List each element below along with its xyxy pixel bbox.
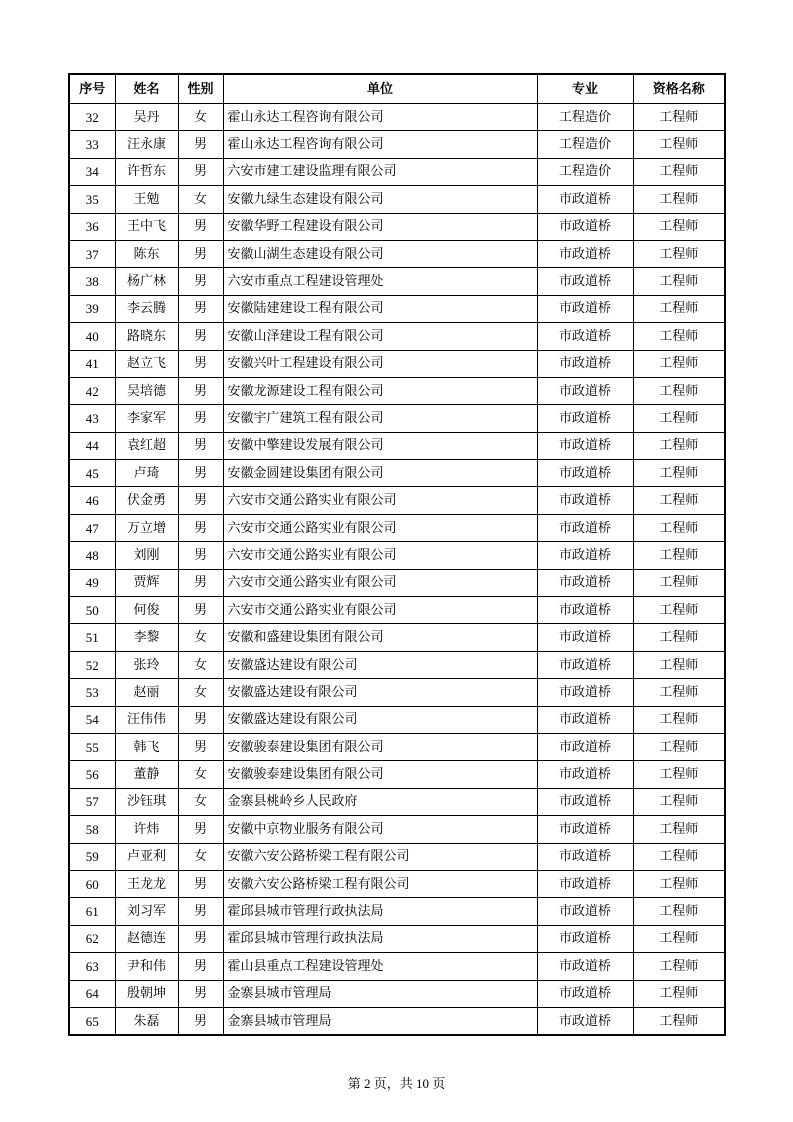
cell-gender: 男	[178, 542, 223, 569]
cell-qualification: 工程师	[633, 679, 725, 706]
cell-gender: 男	[178, 460, 223, 487]
cell-gender: 男	[178, 953, 223, 980]
cell-major: 工程造价	[537, 158, 633, 185]
cell-index: 41	[69, 350, 115, 377]
cell-qualification: 工程师	[633, 733, 725, 760]
table-row	[69, 158, 725, 185]
table-row	[69, 597, 725, 624]
cell-index: 55	[69, 733, 115, 760]
cell-major: 市政道桥	[537, 377, 633, 404]
cell-qualification: 工程师	[633, 213, 725, 240]
cell-unit: 安徽陆建建设工程有限公司	[223, 295, 537, 322]
table-row	[69, 788, 725, 815]
cell-major: 工程造价	[537, 131, 633, 158]
cell-unit: 金寨县城市管理局	[223, 1007, 537, 1035]
cell-qualification: 工程师	[633, 405, 725, 432]
cell-index: 56	[69, 761, 115, 788]
cell-gender: 女	[178, 679, 223, 706]
cell-gender: 男	[178, 569, 223, 596]
cell-unit: 安徽盛达建设有限公司	[223, 679, 537, 706]
table-row	[69, 268, 725, 295]
cell-gender: 男	[178, 323, 223, 350]
cell-name: 卢琦	[115, 460, 178, 487]
cell-name: 王勉	[115, 186, 178, 213]
cell-unit: 安徽中擎建设发展有限公司	[223, 432, 537, 459]
cell-unit: 安徽宇广建筑工程有限公司	[223, 405, 537, 432]
cell-gender: 男	[178, 405, 223, 432]
cell-major: 市政道桥	[537, 898, 633, 925]
cell-index: 59	[69, 843, 115, 870]
cell-major: 市政道桥	[537, 761, 633, 788]
cell-name: 殷朝坤	[115, 980, 178, 1007]
cell-gender: 女	[178, 761, 223, 788]
cell-index: 46	[69, 487, 115, 514]
table-row	[69, 213, 725, 240]
cell-unit: 霍山永达工程咨询有限公司	[223, 131, 537, 158]
cell-major: 市政道桥	[537, 514, 633, 541]
cell-qualification: 工程师	[633, 432, 725, 459]
table-row	[69, 925, 725, 952]
cell-name: 袁红超	[115, 432, 178, 459]
cell-unit: 安徽盛达建设有限公司	[223, 706, 537, 733]
cell-unit: 安徽山泽建设工程有限公司	[223, 323, 537, 350]
cell-unit: 安徽六安公路桥梁工程有限公司	[223, 843, 537, 870]
cell-qualification: 工程师	[633, 158, 725, 185]
cell-gender: 男	[178, 733, 223, 760]
cell-index: 35	[69, 186, 115, 213]
table-row	[69, 460, 725, 487]
cell-major: 市政道桥	[537, 542, 633, 569]
table-row	[69, 651, 725, 678]
cell-index: 43	[69, 405, 115, 432]
table-row	[69, 953, 725, 980]
table-row	[69, 1007, 725, 1035]
header-unit: 单位	[223, 74, 537, 104]
cell-index: 38	[69, 268, 115, 295]
cell-qualification: 工程师	[633, 186, 725, 213]
cell-major: 市政道桥	[537, 186, 633, 213]
cell-major: 市政道桥	[537, 679, 633, 706]
cell-qualification: 工程师	[633, 843, 725, 870]
table-row	[69, 432, 725, 459]
cell-unit: 六安市建工建设监理有限公司	[223, 158, 537, 185]
cell-index: 65	[69, 1007, 115, 1035]
cell-gender: 男	[178, 213, 223, 240]
cell-qualification: 工程师	[633, 569, 725, 596]
cell-index: 32	[69, 104, 115, 131]
header-major: 专业	[537, 74, 633, 104]
table-row	[69, 843, 725, 870]
table-row	[69, 240, 725, 267]
cell-major: 市政道桥	[537, 953, 633, 980]
cell-qualification: 工程师	[633, 624, 725, 651]
cell-qualification: 工程师	[633, 295, 725, 322]
cell-gender: 男	[178, 377, 223, 404]
cell-major: 市政道桥	[537, 980, 633, 1007]
cell-major: 市政道桥	[537, 295, 633, 322]
cell-unit: 安徽六安公路桥梁工程有限公司	[223, 870, 537, 897]
cell-qualification: 工程师	[633, 651, 725, 678]
table-row	[69, 816, 725, 843]
cell-unit: 六安市交通公路实业有限公司	[223, 542, 537, 569]
cell-qualification: 工程师	[633, 377, 725, 404]
table-row	[69, 542, 725, 569]
cell-name: 卢亚利	[115, 843, 178, 870]
cell-index: 52	[69, 651, 115, 678]
cell-index: 62	[69, 925, 115, 952]
cell-major: 市政道桥	[537, 816, 633, 843]
cell-index: 61	[69, 898, 115, 925]
cell-unit: 六安市交通公路实业有限公司	[223, 487, 537, 514]
cell-major: 市政道桥	[537, 597, 633, 624]
cell-name: 万立增	[115, 514, 178, 541]
cell-name: 张玲	[115, 651, 178, 678]
cell-unit: 安徽中京物业服务有限公司	[223, 816, 537, 843]
table-row	[69, 624, 725, 651]
cell-name: 伏金勇	[115, 487, 178, 514]
cell-gender: 女	[178, 651, 223, 678]
table-header-row	[69, 74, 725, 104]
cell-major: 市政道桥	[537, 487, 633, 514]
cell-name: 吴丹	[115, 104, 178, 131]
cell-unit: 安徽华野工程建设有限公司	[223, 213, 537, 240]
cell-index: 57	[69, 788, 115, 815]
table-row	[69, 186, 725, 213]
cell-unit: 安徽兴叶工程建设有限公司	[223, 350, 537, 377]
cell-name: 贾辉	[115, 569, 178, 596]
cell-gender: 女	[178, 843, 223, 870]
cell-major: 市政道桥	[537, 323, 633, 350]
cell-gender: 男	[178, 816, 223, 843]
cell-name: 陈东	[115, 240, 178, 267]
table-row	[69, 706, 725, 733]
cell-major: 市政道桥	[537, 350, 633, 377]
header-qualification: 资格名称	[633, 74, 725, 104]
cell-gender: 女	[178, 788, 223, 815]
cell-gender: 男	[178, 158, 223, 185]
cell-unit: 安徽九绿生态建设有限公司	[223, 186, 537, 213]
cell-gender: 男	[178, 240, 223, 267]
cell-name: 董静	[115, 761, 178, 788]
cell-unit: 霍山县重点工程建设管理处	[223, 953, 537, 980]
cell-index: 47	[69, 514, 115, 541]
cell-gender: 男	[178, 131, 223, 158]
cell-name: 王中飞	[115, 213, 178, 240]
cell-major: 市政道桥	[537, 432, 633, 459]
cell-index: 34	[69, 158, 115, 185]
table-row	[69, 487, 725, 514]
table-row	[69, 514, 725, 541]
cell-unit: 安徽金圆建设集团有限公司	[223, 460, 537, 487]
cell-name: 杨广林	[115, 268, 178, 295]
cell-major: 市政道桥	[537, 268, 633, 295]
cell-gender: 男	[178, 295, 223, 322]
cell-name: 李云腾	[115, 295, 178, 322]
cell-name: 许炜	[115, 816, 178, 843]
cell-name: 王龙龙	[115, 870, 178, 897]
table-row	[69, 679, 725, 706]
cell-gender: 男	[178, 706, 223, 733]
cell-index: 37	[69, 240, 115, 267]
cell-unit: 霍山永达工程咨询有限公司	[223, 104, 537, 131]
cell-qualification: 工程师	[633, 1007, 725, 1035]
cell-major: 市政道桥	[537, 733, 633, 760]
cell-major: 市政道桥	[537, 706, 633, 733]
cell-qualification: 工程师	[633, 870, 725, 897]
table-row	[69, 295, 725, 322]
cell-index: 45	[69, 460, 115, 487]
cell-index: 63	[69, 953, 115, 980]
cell-major: 市政道桥	[537, 240, 633, 267]
cell-name: 赵丽	[115, 679, 178, 706]
cell-gender: 男	[178, 597, 223, 624]
cell-qualification: 工程师	[633, 898, 725, 925]
cell-major: 市政道桥	[537, 843, 633, 870]
cell-major: 市政道桥	[537, 651, 633, 678]
cell-gender: 男	[178, 898, 223, 925]
cell-unit: 六安市重点工程建设管理处	[223, 268, 537, 295]
cell-name: 许哲东	[115, 158, 178, 185]
table-row	[69, 405, 725, 432]
cell-unit: 六安市交通公路实业有限公司	[223, 597, 537, 624]
cell-name: 朱磊	[115, 1007, 178, 1035]
header-gender: 性别	[178, 74, 223, 104]
cell-index: 33	[69, 131, 115, 158]
cell-qualification: 工程师	[633, 104, 725, 131]
cell-qualification: 工程师	[633, 816, 725, 843]
table-row	[69, 323, 725, 350]
cell-gender: 男	[178, 487, 223, 514]
cell-name: 赵立飞	[115, 350, 178, 377]
cell-qualification: 工程师	[633, 925, 725, 952]
cell-major: 市政道桥	[537, 460, 633, 487]
cell-index: 44	[69, 432, 115, 459]
cell-qualification: 工程师	[633, 460, 725, 487]
table-row	[69, 898, 725, 925]
cell-index: 48	[69, 542, 115, 569]
cell-gender: 女	[178, 624, 223, 651]
cell-unit: 安徽骏泰建设集团有限公司	[223, 733, 537, 760]
cell-name: 路晓东	[115, 323, 178, 350]
cell-gender: 男	[178, 870, 223, 897]
cell-qualification: 工程师	[633, 980, 725, 1007]
cell-gender: 男	[178, 1007, 223, 1035]
cell-name: 何俊	[115, 597, 178, 624]
cell-gender: 男	[178, 268, 223, 295]
cell-name: 李黎	[115, 624, 178, 651]
header-index: 序号	[69, 74, 115, 104]
cell-index: 50	[69, 597, 115, 624]
cell-gender: 女	[178, 186, 223, 213]
cell-unit: 金寨县桃岭乡人民政府	[223, 788, 537, 815]
cell-major: 市政道桥	[537, 569, 633, 596]
cell-index: 60	[69, 870, 115, 897]
cell-name: 沙钰琪	[115, 788, 178, 815]
cell-qualification: 工程师	[633, 350, 725, 377]
cell-index: 42	[69, 377, 115, 404]
cell-index: 49	[69, 569, 115, 596]
cell-index: 36	[69, 213, 115, 240]
cell-gender: 女	[178, 104, 223, 131]
cell-qualification: 工程师	[633, 514, 725, 541]
cell-name: 李家军	[115, 405, 178, 432]
table-row	[69, 733, 725, 760]
cell-qualification: 工程师	[633, 706, 725, 733]
cell-index: 39	[69, 295, 115, 322]
cell-qualification: 工程师	[633, 542, 725, 569]
cell-major: 市政道桥	[537, 788, 633, 815]
table-row	[69, 350, 725, 377]
cell-gender: 男	[178, 925, 223, 952]
cell-name: 吴培德	[115, 377, 178, 404]
cell-name: 汪永康	[115, 131, 178, 158]
cell-unit: 六安市交通公路实业有限公司	[223, 514, 537, 541]
cell-qualification: 工程师	[633, 323, 725, 350]
cell-gender: 男	[178, 514, 223, 541]
cell-index: 40	[69, 323, 115, 350]
cell-major: 市政道桥	[537, 213, 633, 240]
cell-major: 市政道桥	[537, 925, 633, 952]
table-row	[69, 761, 725, 788]
cell-gender: 男	[178, 432, 223, 459]
cell-name: 尹和伟	[115, 953, 178, 980]
cell-major: 工程造价	[537, 104, 633, 131]
table-row	[69, 377, 725, 404]
cell-gender: 男	[178, 980, 223, 1007]
roster-table	[68, 73, 726, 1036]
cell-unit: 安徽龙源建设工程有限公司	[223, 377, 537, 404]
header-name: 姓名	[115, 74, 178, 104]
cell-name: 刘刚	[115, 542, 178, 569]
page-number: 第 2 页，共 10 页	[347, 1076, 446, 1091]
cell-qualification: 工程师	[633, 131, 725, 158]
cell-qualification: 工程师	[633, 487, 725, 514]
cell-major: 市政道桥	[537, 1007, 633, 1035]
cell-unit: 安徽和盛建设集团有限公司	[223, 624, 537, 651]
table-row	[69, 104, 725, 131]
cell-unit: 安徽盛达建设有限公司	[223, 651, 537, 678]
cell-major: 市政道桥	[537, 870, 633, 897]
cell-index: 51	[69, 624, 115, 651]
cell-qualification: 工程师	[633, 240, 725, 267]
cell-qualification: 工程师	[633, 953, 725, 980]
table-row	[69, 569, 725, 596]
table-row	[69, 870, 725, 897]
cell-index: 58	[69, 816, 115, 843]
cell-unit: 霍邱县城市管理行政执法局	[223, 898, 537, 925]
cell-gender: 男	[178, 350, 223, 377]
table-row	[69, 131, 725, 158]
cell-name: 汪伟伟	[115, 706, 178, 733]
cell-qualification: 工程师	[633, 761, 725, 788]
cell-unit: 六安市交通公路实业有限公司	[223, 569, 537, 596]
cell-major: 市政道桥	[537, 624, 633, 651]
cell-major: 市政道桥	[537, 405, 633, 432]
cell-unit: 霍邱县城市管理行政执法局	[223, 925, 537, 952]
cell-index: 54	[69, 706, 115, 733]
cell-index: 64	[69, 980, 115, 1007]
cell-qualification: 工程师	[633, 597, 725, 624]
table-row	[69, 980, 725, 1007]
cell-unit: 金寨县城市管理局	[223, 980, 537, 1007]
cell-name: 刘习军	[115, 898, 178, 925]
cell-qualification: 工程师	[633, 268, 725, 295]
cell-index: 53	[69, 679, 115, 706]
cell-name: 赵德连	[115, 925, 178, 952]
cell-name: 韩飞	[115, 733, 178, 760]
cell-unit: 安徽骏泰建设集团有限公司	[223, 761, 537, 788]
cell-unit: 安徽山湖生态建设有限公司	[223, 240, 537, 267]
cell-qualification: 工程师	[633, 788, 725, 815]
